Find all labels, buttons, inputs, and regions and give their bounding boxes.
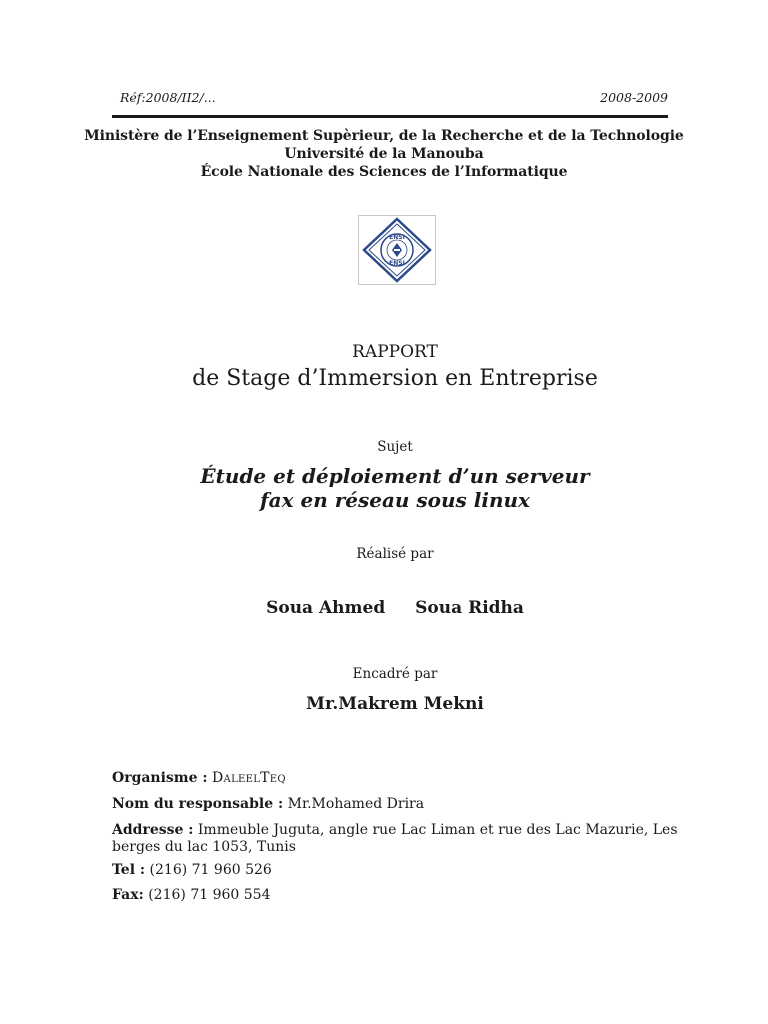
fax-value: (216) 71 960 554 [148,887,271,903]
subject-label: Sujet [377,439,413,455]
organization-line [112,770,678,787]
tel-line [112,862,678,879]
university-name: Université de la Manouba [284,146,484,162]
logo-text-top: ENSI [389,234,405,241]
address-label: Addresse : [112,822,194,838]
responsible-line [112,796,678,813]
report-title: de Stage d’Immersion en Entreprise [192,366,598,391]
address-line [112,822,678,856]
subject-line-1: Étude et déploiement d’un serveur [200,464,590,488]
authors-label: Réalisé par [356,546,434,562]
tel-label: Tel : [112,862,146,878]
supervisor-label: Encadré par [352,666,438,682]
responsible-value: Mr.Mohamed Drira [287,796,425,812]
author-name: Soua Ridha [415,598,524,618]
reference-number: Réf:2008/II2/... [120,90,216,105]
organization-label: Organisme : [112,770,208,786]
subject-line-2: fax en réseau sous linux [260,488,530,512]
fax-label: Fax: [112,887,144,903]
ministry-name: Ministère de l’Enseignement Supèrieur, de la Recherche et de la Technologie [84,128,684,144]
author-name: Soua Ahmed [266,598,386,618]
logo-text-bottom: ENSI [389,260,405,267]
supervisor-name: Mr.Makrem Mekni [306,694,484,714]
authors-list [0,598,768,618]
academic-year: 2008-2009 [600,90,668,105]
header-divider [112,115,668,118]
tel-value: (216) 71 960 526 [149,862,272,878]
school-name: École Nationale des Sciences de l’Informatique [200,164,568,180]
ensi-logo [358,215,436,285]
responsible-label: Nom du responsable : [112,796,284,812]
organization-value: DaleelTeq [212,770,286,786]
report-type: RAPPORT [352,342,438,362]
fax-line [112,887,678,904]
address-value: Immeuble Juguta, angle rue Lac Liman et rue des Lac Mazurie, Les berges du lac 1053, Tunis [112,822,678,855]
